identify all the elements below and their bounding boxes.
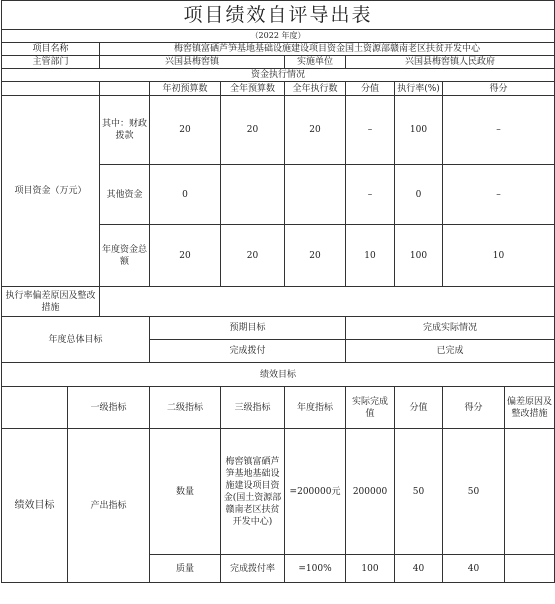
dept-value: 兴国县梅窖镇 (100, 56, 285, 69)
funds-header-blank-2 (100, 82, 150, 96)
funds-cell: 0 (150, 165, 221, 225)
funds-header-initial-budget: 年初预算数 (150, 82, 221, 96)
funds-row-name: 其他资金 (100, 165, 150, 225)
year-label: （2022 年度） (2, 30, 555, 43)
perf-remark (505, 555, 555, 583)
perf-header-actual: 实际完成值 (346, 387, 395, 429)
deviation-value (100, 287, 555, 317)
impl-value: 兴国县梅窖镇人民政府 (346, 56, 555, 69)
perf-level3: 梅窖镇富硒芦笋基地基础设施建设项目资金(国土资源部赣南老区扶贫开发中心) (221, 429, 285, 555)
perf-level1: 产出指标 (68, 429, 150, 583)
perf-header-level2: 二级指标 (150, 387, 221, 429)
perf-side-label: 绩效目标 (2, 429, 68, 583)
funds-cell: 20 (285, 96, 346, 165)
funds-cell: 20 (150, 225, 221, 287)
funds-cell: 20 (150, 96, 221, 165)
expected-goal-header: 预期目标 (150, 317, 346, 340)
funds-cell: – (346, 165, 395, 225)
funds-header-score-value: 分值 (346, 82, 395, 96)
funds-section-title: 资金执行情况 (2, 69, 555, 82)
funds-cell: 10 (443, 225, 555, 287)
actual-goal-header: 完成实际情况 (346, 317, 555, 340)
perf-header-remark: 偏差原因及整改措施 (505, 387, 555, 429)
funds-cell: – (346, 96, 395, 165)
perf-header-score: 得分 (443, 387, 505, 429)
perf-level2: 质量 (150, 555, 221, 583)
table-row (2, 429, 555, 555)
annual-goal-label: 年度总体目标 (2, 317, 150, 363)
perf-header-level3: 三级指标 (221, 387, 285, 429)
funds-cell: 20 (221, 96, 285, 165)
performance-section-title: 绩效目标 (2, 363, 555, 387)
funds-cell: 20 (285, 225, 346, 287)
funds-row-name: 年度资金总额 (100, 225, 150, 287)
evaluation-table (1, 0, 555, 583)
funds-cell: – (443, 165, 555, 225)
funds-cell: – (443, 96, 555, 165)
funds-header-annual-budget: 全年预算数 (221, 82, 285, 96)
page-title: 项目绩效自评导出表 (2, 1, 555, 30)
project-name-label: 项目名称 (2, 43, 100, 56)
funds-cell: 100 (395, 225, 443, 287)
project-name-value: 梅窖镇富硒芦笋基地基础设施建设项目资金国土资源部赣南老区扶贫开发中心 (100, 43, 555, 56)
deviation-label: 执行率偏差原因及整改措施 (2, 287, 100, 317)
perf-score: 40 (443, 555, 505, 583)
perf-header-blank (2, 387, 68, 429)
funds-cell: 0 (395, 165, 443, 225)
expected-goal-value: 完成拨付 (150, 340, 346, 363)
funds-header-score: 得分 (443, 82, 555, 96)
perf-actual: 200000 (346, 429, 395, 555)
perf-score: 50 (443, 429, 505, 555)
funds-header-blank (2, 82, 100, 96)
dept-label: 主管部门 (2, 56, 100, 69)
perf-target: =100% (285, 555, 346, 583)
funds-cell: 20 (221, 225, 285, 287)
funds-header-executed: 全年执行数 (285, 82, 346, 96)
perf-actual: 100 (346, 555, 395, 583)
funds-cell: 10 (346, 225, 395, 287)
perf-score-value: 40 (395, 555, 443, 583)
perf-remark (505, 429, 555, 555)
self-evaluation-sheet (1, 0, 554, 583)
table-row (2, 96, 555, 165)
funds-cell (285, 165, 346, 225)
actual-goal-value: 已完成 (346, 340, 555, 363)
impl-label: 实施单位 (285, 56, 346, 69)
funds-header-exec-rate: 执行率(%) (395, 82, 443, 96)
perf-header-score-value: 分值 (395, 387, 443, 429)
funds-row-name: 其中：财政拨款 (100, 96, 150, 165)
perf-target: =200000元 (285, 429, 346, 555)
perf-level3: 完成拨付率 (221, 555, 285, 583)
perf-header-target: 年度指标 (285, 387, 346, 429)
funds-cell (221, 165, 285, 225)
perf-score-value: 50 (395, 429, 443, 555)
funds-cell: 100 (395, 96, 443, 165)
funds-row-label: 项目资金（万元） (2, 96, 100, 287)
perf-header-level1: 一级指标 (68, 387, 150, 429)
perf-level2: 数量 (150, 429, 221, 555)
